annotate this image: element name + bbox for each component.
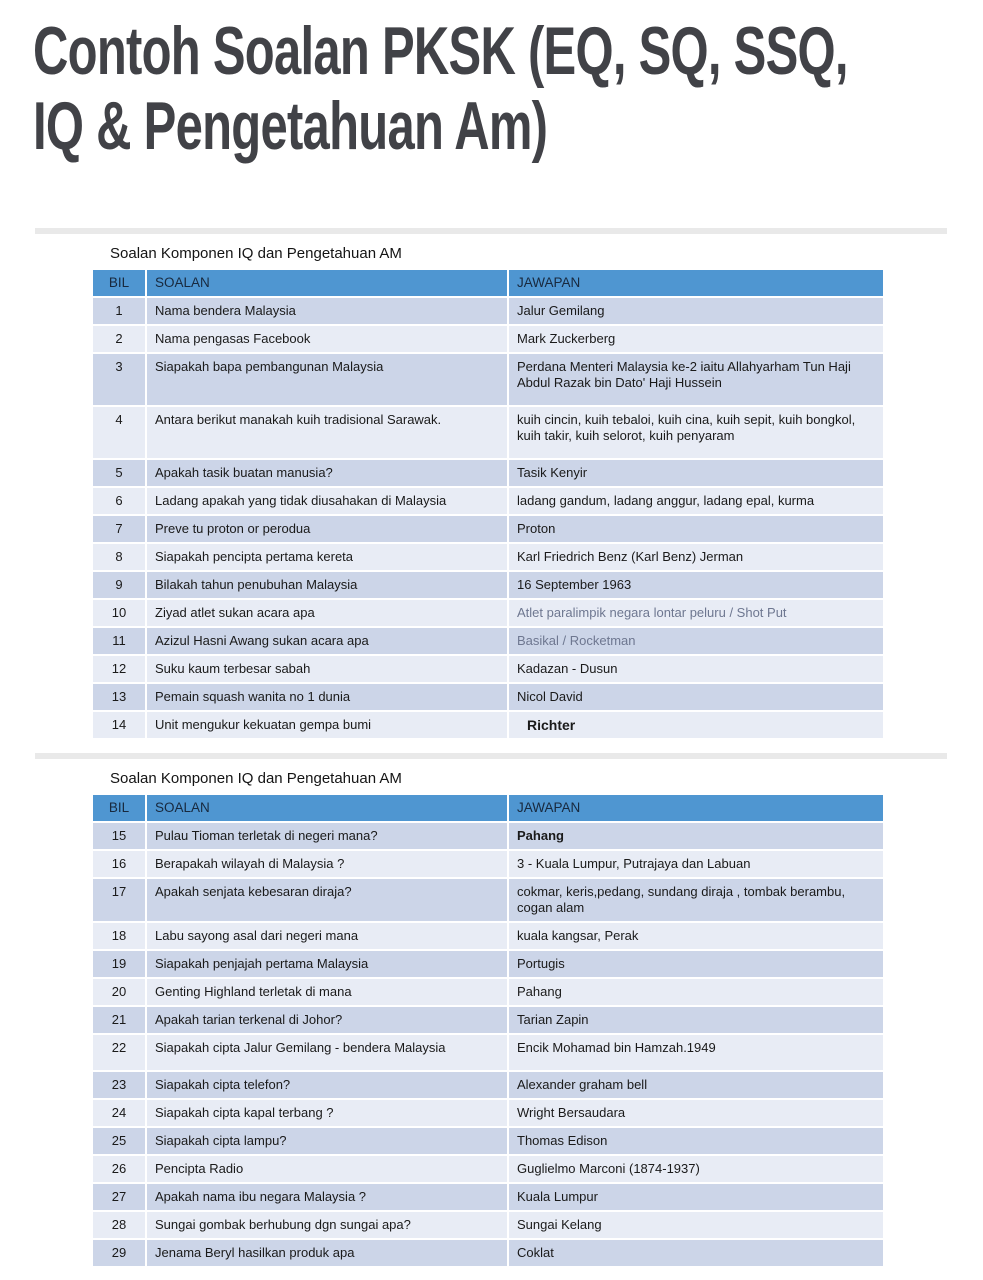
row-soalan: Berapakah wilayah di Malaysia ? [146, 850, 508, 878]
table-row [93, 1071, 883, 1099]
row-soalan: Siapakah cipta kapal terbang ? [146, 1099, 508, 1127]
table-row [93, 487, 883, 515]
table-row [93, 325, 883, 353]
row-jawapan: Kuala Lumpur [508, 1183, 883, 1211]
row-bil: 16 [93, 850, 146, 878]
table-row [93, 978, 883, 1006]
row-jawapan: Wright Bersaudara [508, 1099, 883, 1127]
table-row [93, 627, 883, 655]
row-soalan: Siapakah cipta telefon? [146, 1071, 508, 1099]
row-soalan: Genting Highland terletak di mana [146, 978, 508, 1006]
column-header-bil: BIL [93, 795, 146, 822]
section-heading: Soalan Komponen IQ dan Pengetahuan AM [110, 769, 402, 787]
row-soalan: Siapakah penjajah pertama Malaysia [146, 950, 508, 978]
row-bil: 14 [93, 711, 146, 739]
row-jawapan: cokmar, keris,pedang, sundang diraja , tombak berambu, cogan alam [508, 878, 883, 922]
row-bil: 7 [93, 515, 146, 543]
row-jawapan: Tasik Kenyir [508, 459, 883, 487]
row-soalan: Siapakah bapa pembangunan Malaysia [146, 353, 508, 406]
table-row [93, 1183, 883, 1211]
row-jawapan: Mark Zuckerberg [508, 325, 883, 353]
row-jawapan: Coklat [508, 1239, 883, 1267]
row-soalan: Siapakah cipta Jalur Gemilang - bendera Malaysia [146, 1034, 508, 1071]
row-jawapan: Nicol David [508, 683, 883, 711]
row-soalan: Ziyad atlet sukan acara apa [146, 599, 508, 627]
column-header-soalan: SOALAN [146, 795, 508, 822]
row-jawapan: Tarian Zapin [508, 1006, 883, 1034]
row-soalan: Apakah nama ibu negara Malaysia ? [146, 1183, 508, 1211]
row-bil: 29 [93, 1239, 146, 1267]
row-bil: 4 [93, 406, 146, 459]
row-jawapan: 16 September 1963 [508, 571, 883, 599]
row-soalan: Jenama Beryl hasilkan produk apa [146, 1239, 508, 1267]
row-jawapan: Jalur Gemilang [508, 297, 883, 325]
page-title [33, 14, 983, 164]
table-row [93, 1127, 883, 1155]
row-jawapan: Sungai Kelang [508, 1211, 883, 1239]
table-row [93, 683, 883, 711]
row-soalan: Nama bendera Malaysia [146, 297, 508, 325]
qa-table-1 [93, 270, 883, 740]
table-row [93, 711, 883, 739]
row-bil: 24 [93, 1099, 146, 1127]
table-row [93, 297, 883, 325]
row-jawapan: Encik Mohamad bin Hamzah.1949 [508, 1034, 883, 1071]
row-bil: 19 [93, 950, 146, 978]
row-soalan: Apakah tasik buatan manusia? [146, 459, 508, 487]
row-soalan: Preve tu proton or perodua [146, 515, 508, 543]
row-soalan: Siapakah pencipta pertama kereta [146, 543, 508, 571]
table-row [93, 515, 883, 543]
section-iq-am-1 [0, 245, 983, 740]
table-row [93, 655, 883, 683]
row-jawapan: Basikal / Rocketman [508, 627, 883, 655]
row-bil: 8 [93, 543, 146, 571]
table-row [93, 353, 883, 406]
divider-middle [35, 753, 947, 759]
row-bil: 28 [93, 1211, 146, 1239]
row-bil: 2 [93, 325, 146, 353]
row-bil: 26 [93, 1155, 146, 1183]
column-header-bil: BIL [93, 270, 146, 297]
section-heading: Soalan Komponen IQ dan Pengetahuan AM [110, 244, 402, 262]
row-bil: 27 [93, 1183, 146, 1211]
row-jawapan: Pahang [508, 822, 883, 850]
table-row [93, 1099, 883, 1127]
row-soalan: Labu sayong asal dari negeri mana [146, 922, 508, 950]
row-jawapan: Karl Friedrich Benz (Karl Benz) Jerman [508, 543, 883, 571]
table-row [93, 822, 883, 850]
table-row [93, 1034, 883, 1071]
row-soalan: Pulau Tioman terletak di negeri mana? [146, 822, 508, 850]
row-jawapan: Perdana Menteri Malaysia ke-2 iaitu Allahyarham Tun Haji Abdul Razak bin Dato' Haji Hussein [508, 353, 883, 406]
row-jawapan: Pahang [508, 978, 883, 1006]
table-row [93, 922, 883, 950]
row-bil: 12 [93, 655, 146, 683]
row-bil: 6 [93, 487, 146, 515]
row-bil: 5 [93, 459, 146, 487]
table-row [93, 599, 883, 627]
row-jawapan: Alexander graham bell [508, 1071, 883, 1099]
row-bil: 13 [93, 683, 146, 711]
row-bil: 18 [93, 922, 146, 950]
table-row [93, 850, 883, 878]
page-title-line2: IQ & Pengetahuan Am) [33, 87, 548, 164]
divider-top [35, 228, 947, 234]
row-bil: 11 [93, 627, 146, 655]
row-jawapan: kuala kangsar, Perak [508, 922, 883, 950]
row-jawapan: kuih cincin, kuih tebaloi, kuih cina, kuih sepit, kuih bongkol, kuih takir, kuih selorot, kuih penyaram [508, 406, 883, 459]
row-soalan: Siapakah cipta lampu? [146, 1127, 508, 1155]
row-soalan: Nama pengasas Facebook [146, 325, 508, 353]
row-bil: 20 [93, 978, 146, 1006]
column-header-soalan: SOALAN [146, 270, 508, 297]
row-bil: 10 [93, 599, 146, 627]
table-header-row [93, 270, 883, 297]
qa-table-2 [93, 795, 883, 1268]
row-jawapan: Kadazan - Dusun [508, 655, 883, 683]
row-jawapan: Proton [508, 515, 883, 543]
row-bil: 17 [93, 878, 146, 922]
row-bil: 3 [93, 353, 146, 406]
row-soalan: Pemain squash wanita no 1 dunia [146, 683, 508, 711]
table-row [93, 950, 883, 978]
row-bil: 25 [93, 1127, 146, 1155]
table-header-row [93, 795, 883, 822]
row-bil: 15 [93, 822, 146, 850]
table-row [93, 878, 883, 922]
row-bil: 23 [93, 1071, 146, 1099]
row-bil: 21 [93, 1006, 146, 1034]
column-header-jawapan: JAWAPAN [508, 795, 883, 822]
row-soalan: Antara berikut manakah kuih tradisional Sarawak. [146, 406, 508, 459]
row-jawapan: Atlet paralimpik negara lontar peluru / Shot Put [508, 599, 883, 627]
row-soalan: Pencipta Radio [146, 1155, 508, 1183]
row-soalan: Unit mengukur kekuatan gempa bumi [146, 711, 508, 739]
row-soalan: Bilakah tahun penubuhan Malaysia [146, 571, 508, 599]
table-row [93, 1211, 883, 1239]
table-row [93, 571, 883, 599]
section-iq-am-2 [0, 770, 983, 1268]
row-bil: 1 [93, 297, 146, 325]
row-jawapan: 3 - Kuala Lumpur, Putrajaya dan Labuan [508, 850, 883, 878]
table-row [93, 406, 883, 459]
page-title-line1: Contoh Soalan PKSK (EQ, SQ, SSQ, [33, 13, 848, 89]
table-row [93, 1155, 883, 1183]
row-bil: 9 [93, 571, 146, 599]
column-header-jawapan: JAWAPAN [508, 270, 883, 297]
row-soalan: Apakah senjata kebesaran diraja? [146, 878, 508, 922]
table-row [93, 459, 883, 487]
row-jawapan: Portugis [508, 950, 883, 978]
table-row [93, 1239, 883, 1267]
row-soalan: Apakah tarian terkenal di Johor? [146, 1006, 508, 1034]
table-row [93, 1006, 883, 1034]
row-soalan: Ladang apakah yang tidak diusahakan di Malaysia [146, 487, 508, 515]
row-soalan: Suku kaum terbesar sabah [146, 655, 508, 683]
row-jawapan: ladang gandum, ladang anggur, ladang epal, kurma [508, 487, 883, 515]
row-soalan: Sungai gombak berhubung dgn sungai apa? [146, 1211, 508, 1239]
row-jawapan: Thomas Edison [508, 1127, 883, 1155]
row-jawapan: Guglielmo Marconi (1874-1937) [508, 1155, 883, 1183]
row-jawapan: Richter [508, 711, 883, 739]
table-row [93, 543, 883, 571]
row-soalan: Azizul Hasni Awang sukan acara apa [146, 627, 508, 655]
row-bil: 22 [93, 1034, 146, 1071]
